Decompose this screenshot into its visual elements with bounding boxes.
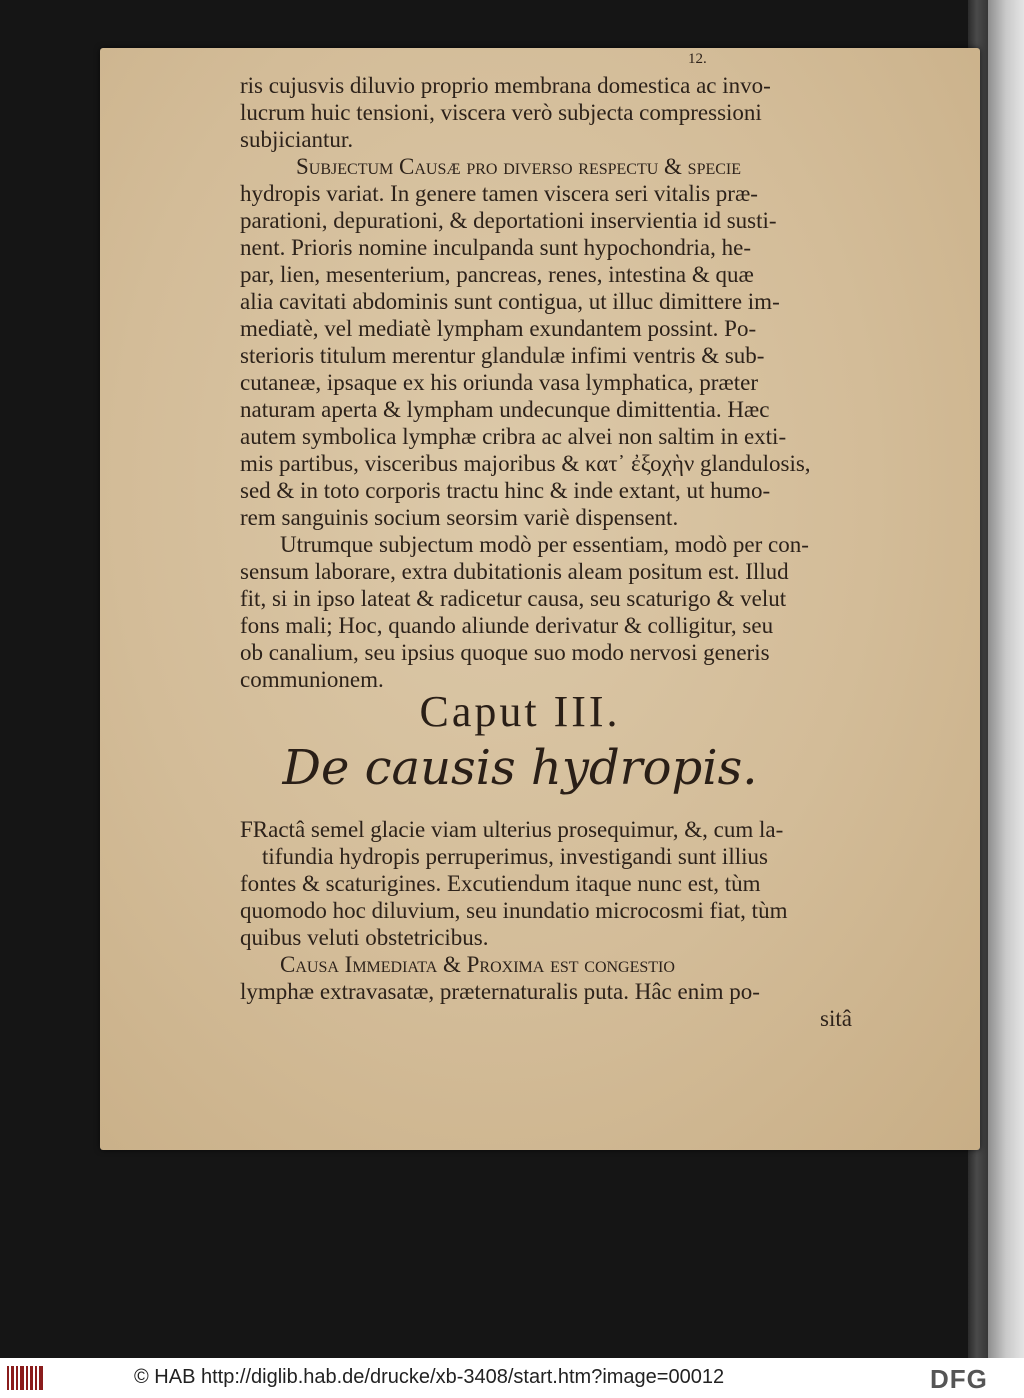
text-line: fons mali; Hoc, quando aliunde derivatur & colligitur, seu — [240, 613, 774, 638]
text-line: hydropis variat. In genere tamen viscera seri vitalis præ- — [240, 181, 758, 206]
text-line: lymphæ extravasatæ, præternaturalis puta. Hâc enim po- — [240, 979, 760, 1004]
text-line: subjiciantur. — [240, 127, 354, 152]
text-line: communionem. — [240, 667, 384, 692]
text-line: mediatè, vel mediatè lympham exundantem possint. Po- — [240, 316, 757, 341]
text-line: ob canalium, seu ipsius quoque suo modo nervosi generis — [240, 640, 770, 665]
text-line: fontes & scaturigines. Excutiendum itaque nunc est, tùm — [240, 871, 761, 896]
text-line: parationi, depurationi, & deportationi inservientia id susti- — [240, 208, 777, 233]
text-line: cutaneæ, ipsaque ex his oriunda vasa lymphatica, præter — [240, 370, 758, 395]
text-line: ris cujusvis diluvio proprio membrana domestica ac invo- — [240, 73, 771, 98]
text-line: lucrum huic tensioni, viscera verò subjecta compressioni — [240, 100, 762, 125]
text-line: quibus veluti obstetricibus. — [240, 925, 489, 950]
book-page — [100, 48, 980, 1150]
next-page-edge — [988, 0, 1024, 1358]
text-line: naturam aperta & lympham undecunque dimittentia. Hæc — [240, 397, 770, 422]
footer-bar — [0, 1358, 1024, 1398]
copyright-link[interactable]: © HAB http://diglib.hab.de/drucke/xb-3408/start.htm?image=00012 — [134, 1366, 725, 1388]
text-line: tifundia hydropis perruperimus, investigandi sunt illius — [262, 844, 768, 869]
chapter-subtitle: De causis hydropis. — [282, 740, 758, 796]
text-line: Subjectum Causæ pro diverso respectu & specie — [296, 154, 742, 179]
text-line: fit, si in ipso lateat & radicetur causa, seu scaturigo & velut — [240, 586, 787, 611]
barcode-library-icon — [6, 1364, 46, 1392]
text-line: FRactâ semel glacie viam ulterius prosequimur, &, cum la- — [240, 817, 784, 842]
chapter-heading: Caput III. — [419, 687, 621, 736]
text-line: sed & in toto corporis tractu hinc & inde extant, ut humo- — [240, 478, 771, 503]
text-line: alia cavitati abdominis sunt contigua, ut illuc dimittere im- — [240, 289, 780, 314]
text-line: sterioris titulum merentur glandulæ infimi ventris & sub- — [240, 343, 765, 368]
dfg-logo: DFG — [930, 1364, 988, 1394]
text-line: Utrumque subjectum modò per essentiam, modò per con- — [280, 532, 809, 557]
text-line: sensum laborare, extra dubitationis aleam positum est. Illud — [240, 559, 789, 584]
catchword: sitâ — [820, 1006, 852, 1031]
text-line: Causa Immediata & Proxima est congestio — [280, 952, 675, 977]
text-line: rem sanguinis socium seorsim variè dispensent. — [240, 505, 679, 530]
text-line: autem symbolica lymphæ cribra ac alvei non saltim in exti- — [240, 424, 787, 449]
text-line: par, lien, mesenterium, pancreas, renes, intestina & quæ — [240, 262, 754, 287]
text-line: mis partibus, visceribus majoribus & κατ᾽ ἐξοχὴν glandulosis, — [240, 451, 811, 476]
text-line: quomodo hoc diluvium, seu inundatio microcosmi fiat, tùm — [240, 898, 788, 923]
page-number: 12. — [688, 51, 707, 67]
text-line: nent. Prioris nomine inculpanda sunt hypochondria, he- — [240, 235, 752, 260]
